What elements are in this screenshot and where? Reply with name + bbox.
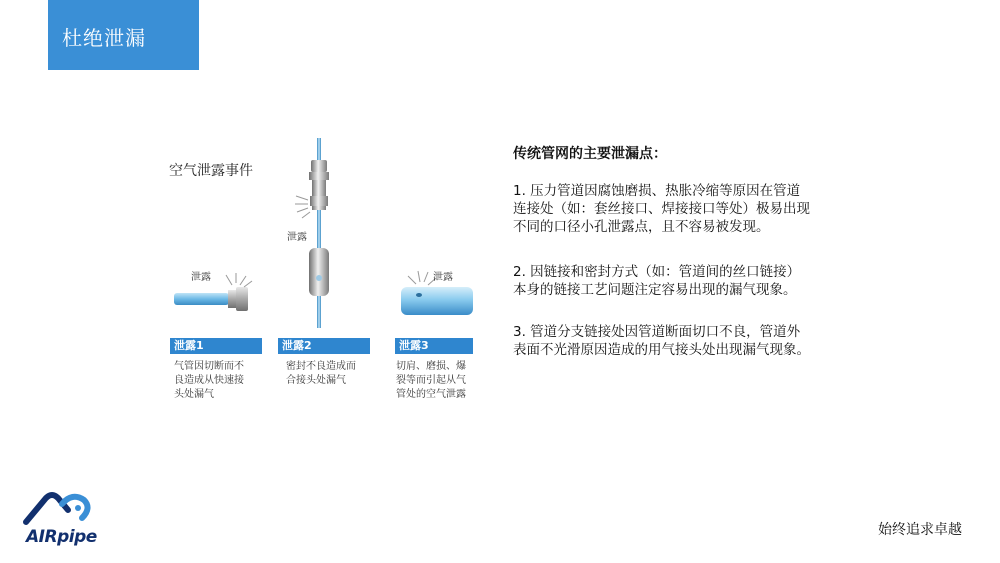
point-3: 3. 管道分支链接处因管道断面切口不良，管道外表面不光滑原因造成的用气接头处出现漏气现象。 xyxy=(513,324,810,358)
case-label-1: 泄露1 xyxy=(170,338,262,354)
case-label-3: 泄露3 xyxy=(395,338,473,354)
leak-label-3: 泄露 xyxy=(433,272,453,283)
leak-label-1: 泄露 xyxy=(191,272,211,283)
leak-case-1-illustration xyxy=(170,265,280,315)
leak-rays-icon xyxy=(226,273,252,287)
logo-text: AIRpipe xyxy=(26,527,97,547)
figure-title: 空气泄露事件 xyxy=(169,163,253,179)
case-label-2: 泄露2 xyxy=(278,338,370,354)
airpipe-logo-icon xyxy=(22,488,102,526)
leak-rays-icon xyxy=(295,196,310,218)
title-bar xyxy=(48,0,199,70)
page-title: 杜绝泄漏 xyxy=(62,26,146,50)
slogan: 始终追求卓越 xyxy=(878,522,962,538)
leak-rays-icon xyxy=(408,271,436,285)
section-heading: 传统管网的主要泄漏点： xyxy=(513,146,667,162)
case-desc-1: 气管因切断而不 良造成从快速接 头处漏气 xyxy=(174,361,244,400)
point-2: 2. 因链接和密封方式（如：管道间的丝口链接）本身的链接工艺问题注定容易出现的漏气现象。 xyxy=(513,264,801,298)
case-desc-3: 切肩、磨损、爆 裂等而引起从气 管处的空气泄露 xyxy=(396,361,466,400)
case-desc-2: 密封不良造成而 合接头处漏气 xyxy=(286,361,356,386)
leak-label-2: 泄露 xyxy=(287,232,307,243)
point-1: 1. 压力管道因腐蚀磨损、热胀冷缩等原因在管道连接处（如：套丝接口、焊接接口等处）极易出现不同的口径小孔泄露点，且不容易被发现。 xyxy=(513,183,810,235)
